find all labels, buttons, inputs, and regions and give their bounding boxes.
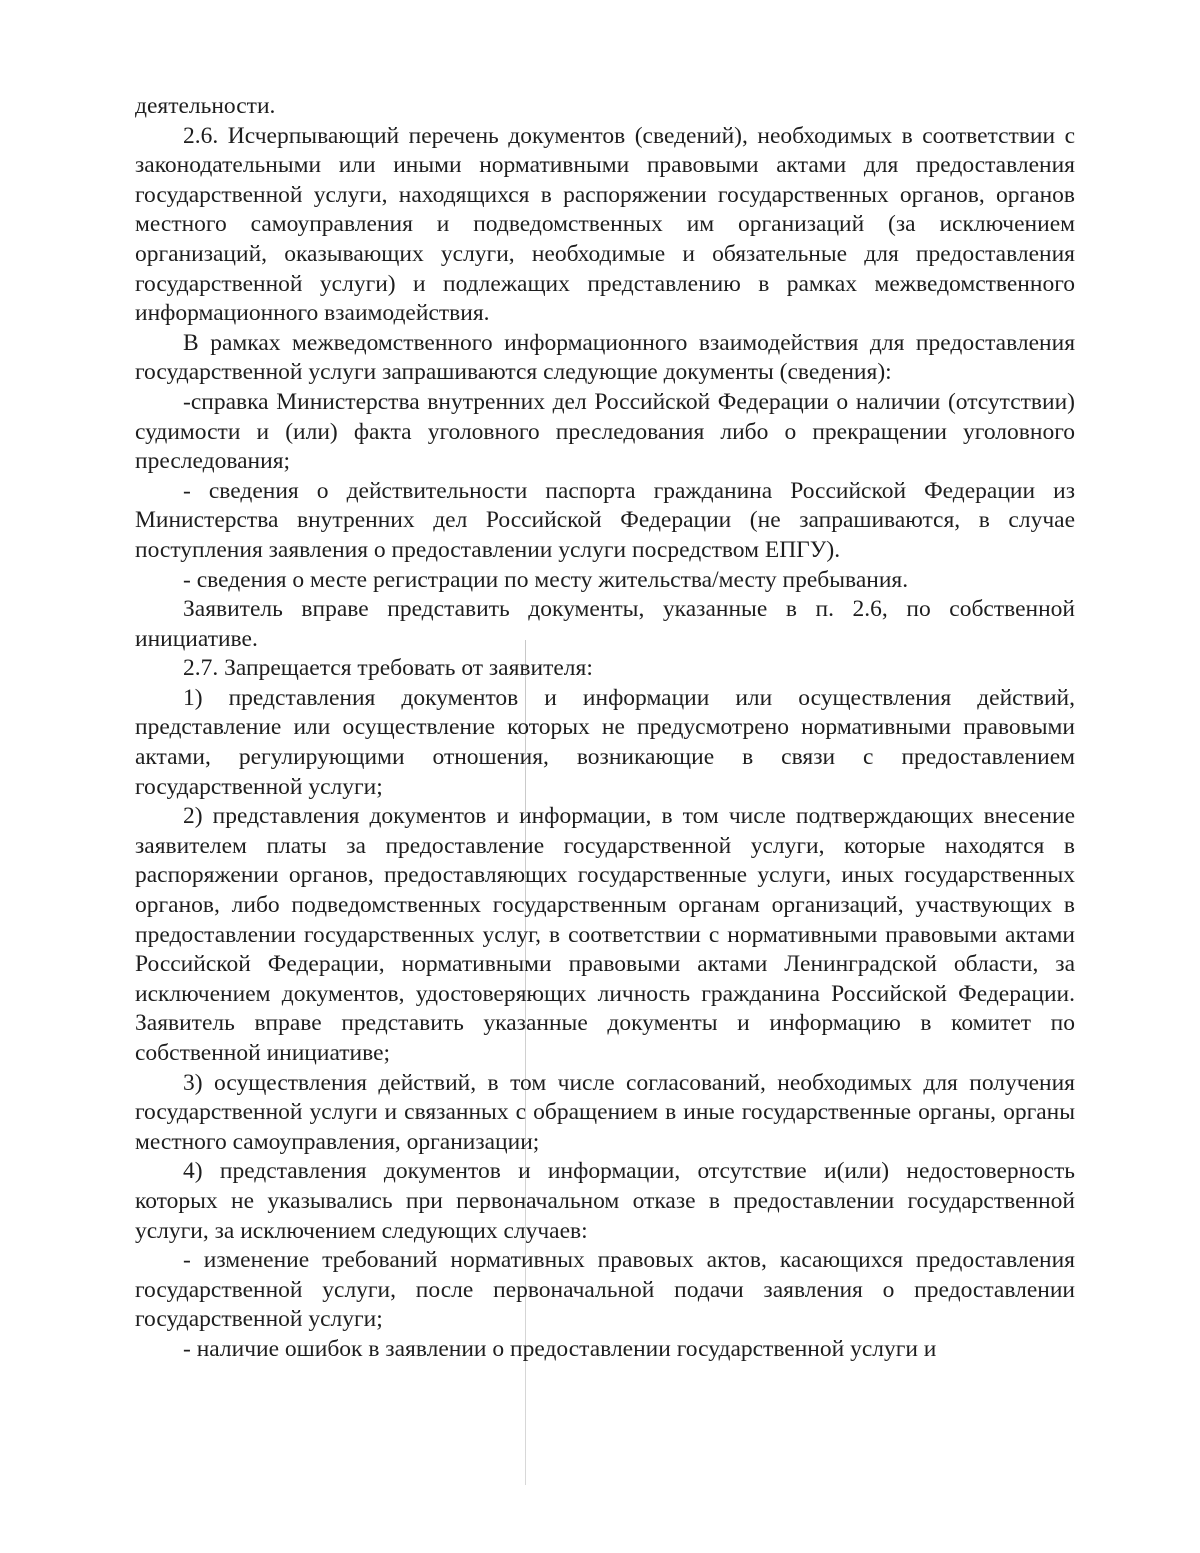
paragraph-2-7: 2.7. Запрещается требовать от заявителя: xyxy=(183,655,593,682)
paragraph-interagency: В рамках межведомственного информационного взаимодействия для предоставления государственной услуги запрашиваются следующие документы (сведения): xyxy=(135,329,1075,386)
list-item-3: 3) осуществления действий, в том числе согласований, необходимых для получения государственной услуги и связанных с обращением в иные государственные органы, органы местного самоуправления, организации; xyxy=(135,1069,1075,1155)
list-item-passport: - сведения о действительности паспорта гражданина Российской Федерации из Министерства внутренних дел Российской Федерации (не запрашиваются, в случае поступления заявления о предоставлении услуги посредством ЕПГУ). xyxy=(135,477,1075,563)
sub-item-requirements-change: - изменение требований нормативных правовых актов, касающихся предоставления государственной услуги, после первоначальной подачи заявления о предоставлении государственной услуги; xyxy=(135,1247,1075,1333)
paragraph-continuation: деятельности. xyxy=(135,93,276,119)
list-item-4: 4) представления документов и информации, отсутствие и(или) недостоверность которых не указывались при первоначальном отказе в предоставлении государственной услуги, за исключением следующих случаев: xyxy=(135,1158,1075,1244)
list-item-2: 2) представления документов и информации, в том числе подтверждающих внесение заявителем платы за предоставление государственной услуги, которые находятся в распоряжении органов, предоставляющих государственные услуги, иных государственных органов, либо подведомственных государственным органам организаций, участвующих в предоставлении государственных услуг, в соответствии с нормативными правовыми актами Российской Федерации, нормативными правовыми актами Ленинградской области, за исключением документов, удостоверяющих личность гражданина Российской Федерации. Заявитель вправе представить указанные документы и информацию в комитет по собственной инициативе; xyxy=(135,803,1075,1066)
paragraph-2-6: 2.6. Исчерпывающий перечень документов (сведений), необходимых в соответствии с законодательными или иными нормативными правовыми актами для предоставления государственной услуги, находящихся в распоряжении государственных органов, органов местного самоуправления и подведомственных им организаций (за исключением организаций, оказывающих услуги, необходимые и обязательные для предоставления государственной услуги) и подлежащих представлению в рамках межведомственного информационного взаимодействия. xyxy=(135,122,1075,327)
list-item-registration: - сведения о месте регистрации по месту жительства/месту пребывания. xyxy=(183,566,909,593)
document-page xyxy=(135,92,1075,1365)
list-item-criminal-record: -справка Министерства внутренних дел Российской Федерации о наличии (отсутствии) судимости и (или) факта уголовного преследования либо о прекращении уголовного преследования; xyxy=(135,388,1075,475)
sub-item-errors: - наличие ошибок в заявлении о предоставлении государственной услуги и xyxy=(183,1335,937,1362)
list-item-1: 1) представления документов и информации или осуществления действий, представление или осуществление которых не предусмотрено нормативными правовыми актами, регулирующими отношения, возникающие в связи с предоставлением государственной услуги; xyxy=(135,684,1075,800)
paragraph-own-initiative: Заявитель вправе представить документы, указанные в п. 2.6, по собственной инициативе. xyxy=(135,596,1075,652)
